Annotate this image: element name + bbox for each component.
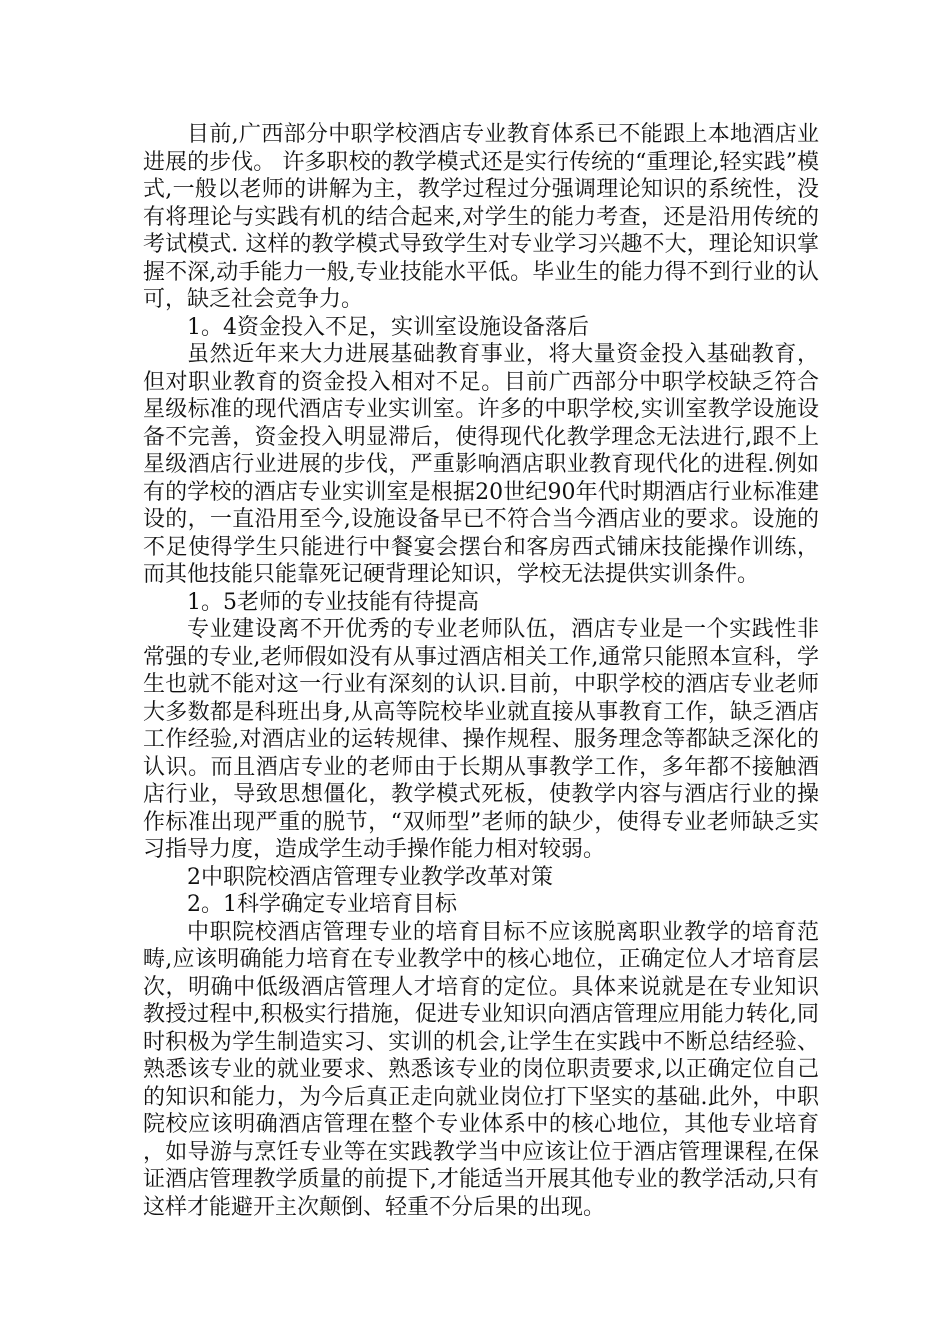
document-body	[143, 121, 819, 1221]
paragraph-teaching-model: 目前,广西部分中职学校酒店专业教育体系已不能跟上本地酒店业进展的步伐。 许多职校的教学模式还是实行传统的“重理论,轻实践”模式,一般以老师的讲解为主，教学过程过分强调理论知识的系统性，没有将理论与实践有机的结合起来,对学生的能力考查，还是沿用传统的考试模式. 这样的教学模式导致学生对专业学习兴趣不大，理论知识掌握不深,动手能力一般,专业技能水平低。毕业生的能力得不到行业的认可，缺乏社会竞争力。	[143, 122, 819, 312]
heading-1-5-teacher-skills: 1。5老师的专业技能有待提高	[187, 589, 479, 615]
heading-1-4-funding: 1。4资金投入不足，实训室设施设备落后	[187, 314, 589, 340]
heading-2-1-training-goals: 2。1科学确定专业培育目标	[187, 892, 457, 917]
paragraph-training-goals: 中职院校酒店管理专业的培育目标不应该脱离职业教学的培育范畴,应该明确能力培育在专业教学中的核心地位，正确定位人才培育层次，明确中低级酒店管理人才培育的定位。具体来说就是在专业知识教授过程中,积极实行措施，促进专业知识向酒店管理应用能力转化,同时积极为学生制造实习、实训的机会,让学生在实践中不断总结经验、熟悉该专业的就业要求、熟悉该专业的岗位职责要求,以正确定位自己的知识和能力，为今后真正走向就业岗位打下坚实的基础.此外，中职院校应该明确酒店管理在整个专业体系中的核心地位，其他专业培育，如导游与烹饪专业等在实践教学当中应该让位于酒店管理课程,在保证酒店管理教学质量的前提下,才能适当开展其他专业的教学活动,只有这样才能避开主次颠倒、轻重不分后果的出现。	[143, 919, 819, 1220]
heading-2-reform-measures: 2中职院校酒店管理专业教学改革对策	[187, 864, 553, 890]
paragraph-funding: 虽然近年来大力进展基础教育事业，将大量资金投入基础教育，但对职业教育的资金投入相对不足。目前广西部分中职学校缺乏符合星级标准的现代酒店专业实训室。许多的中职学校,实训室教学设施设备不完善，资金投入明显滞后，使得现代化教学理念无法进行,跟不上星级酒店行业进展的步伐，严重影响酒店职业教育现代化的进程.例如有的学校的酒店专业实训室是根据20世纪90年代时期酒店行业标准建设的，一直沿用至今,设施设备早已不符合当今酒店业的要求。设施的不足使得学生只能进行中餐宴会摆台和客房西式铺床技能操作训练，而其他技能只能靠死记硬背理论知识，学校无法提供实训条件。	[143, 342, 819, 587]
paragraph-teacher-skills: 专业建设离不开优秀的专业老师队伍，酒店专业是一个实践性非常强的专业,老师假如没有从事过酒店相关工作,通常只能照本宣科，学生也就不能对这一行业有深刻的认识.目前，中职学校的酒店专业老师大多数都是科班出身,从高等院校毕业就直接从事教育工作，缺乏酒店工作经验,对酒店业的运转规律、操作规程、服务理念等都缺乏深化的认识。而且酒店专业的老师由于长期从事教学工作，多年都不接触酒店行业，导致思想僵化，教学模式死板，使教学内容与酒店行业的操作标准出现严重的脱节，“双师型”老师的缺少，使得专业老师缺乏实习指导力度，造成学生动手操作能力相对较弱。	[143, 617, 819, 862]
